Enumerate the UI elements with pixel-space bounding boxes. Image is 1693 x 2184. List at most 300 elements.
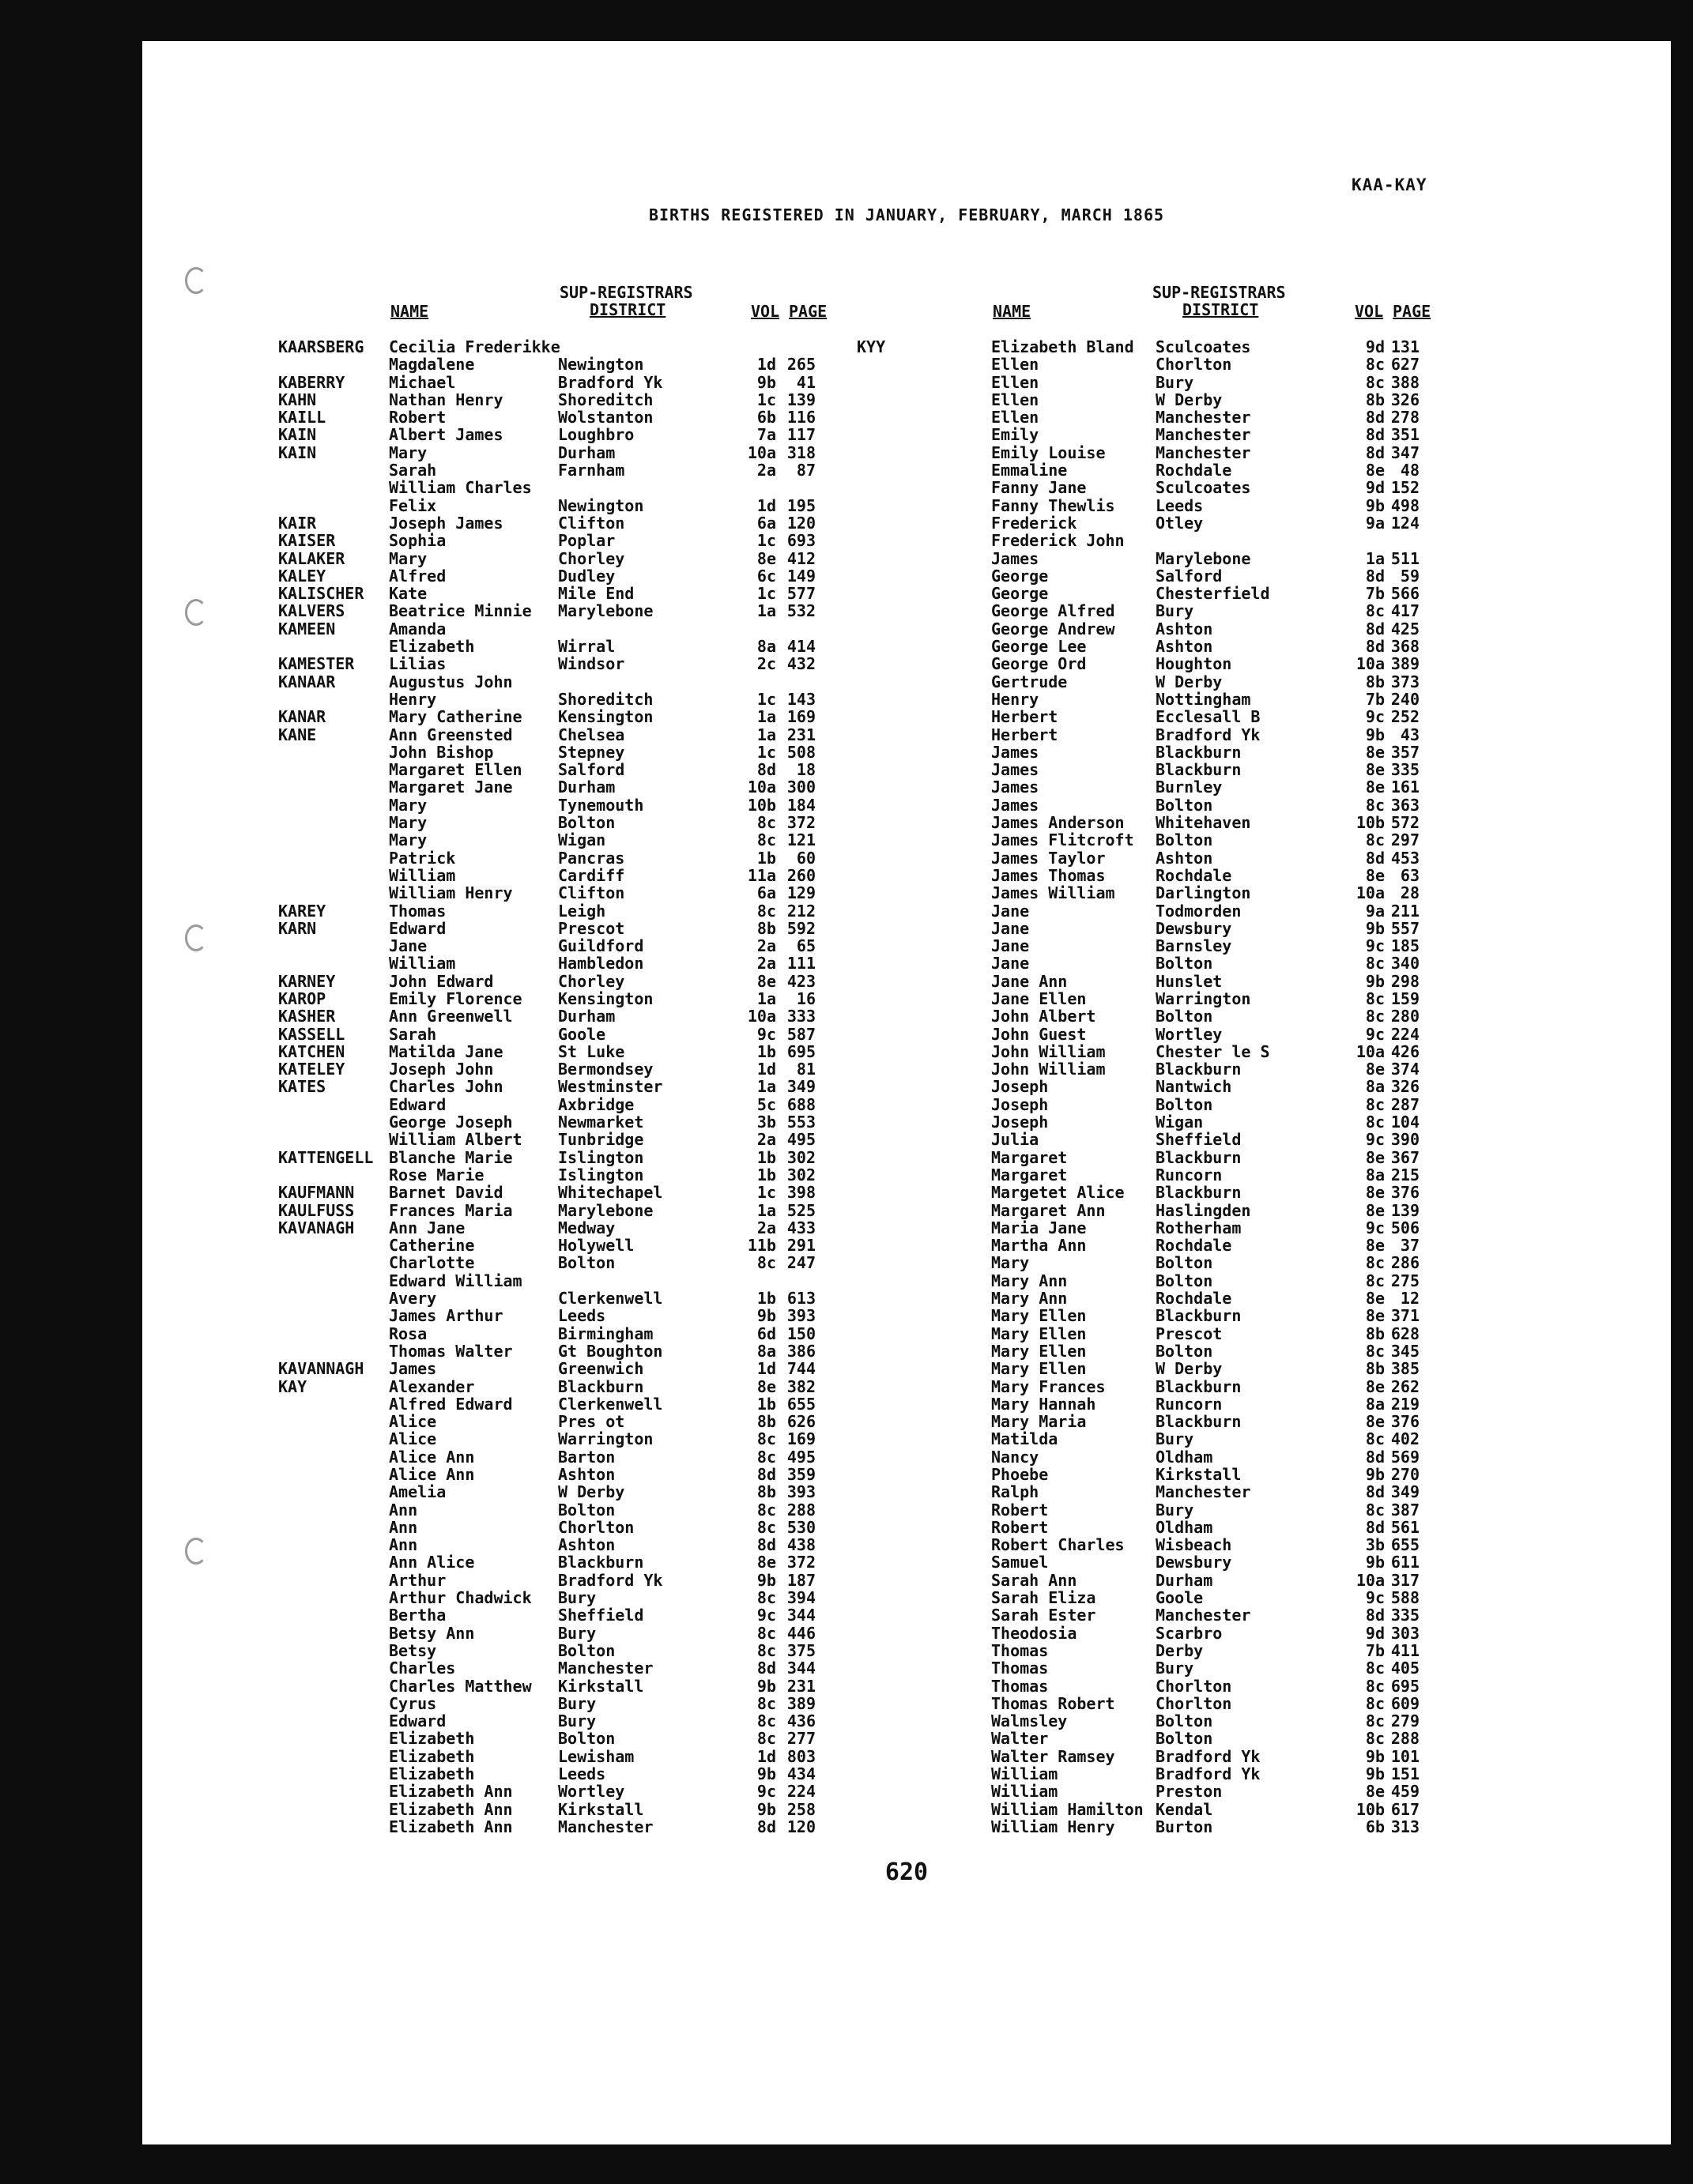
page-ref: 367 xyxy=(1390,1147,1420,1167)
volume: 8e xyxy=(1365,1289,1385,1309)
forename: Walter xyxy=(991,1729,1049,1749)
district: Dewsbury xyxy=(1156,1553,1232,1572)
volume: 8d xyxy=(1365,1447,1385,1467)
page-ref: 436 xyxy=(786,1711,816,1731)
forename: Mary xyxy=(389,813,428,833)
volume: 8c xyxy=(1365,1729,1385,1749)
district: Whitehaven xyxy=(1156,813,1251,833)
surname: KAARSBERG xyxy=(278,337,364,356)
district: Preston xyxy=(1156,1782,1223,1802)
volume: 6c xyxy=(756,566,776,586)
volume: 8c xyxy=(1365,1711,1385,1731)
page-ref: 389 xyxy=(1390,654,1420,674)
district: Sculcoates xyxy=(1156,478,1251,498)
district: Dudley xyxy=(558,566,616,586)
forename: Jane xyxy=(991,918,1030,938)
forename: Mary xyxy=(991,1253,1030,1273)
forename: Mary Ellen xyxy=(991,1359,1087,1379)
forename: Joseph John xyxy=(389,1060,494,1079)
page-ref: 363 xyxy=(1390,795,1420,815)
district: Nantwich xyxy=(1156,1077,1232,1097)
volume: 8e xyxy=(756,971,776,991)
district: Stepney xyxy=(558,742,625,762)
forename: William xyxy=(389,865,456,885)
volume: 9c xyxy=(1365,707,1385,727)
volume: 8e xyxy=(1365,1200,1385,1220)
forename: Thomas Robert xyxy=(991,1693,1115,1713)
page-ref: 588 xyxy=(1390,1588,1420,1608)
forename: Ann Greenwell xyxy=(389,1007,513,1026)
volume: 8c xyxy=(756,1729,776,1749)
page-ref: 37 xyxy=(1400,1236,1420,1256)
district: Oldham xyxy=(1156,1517,1213,1537)
district: Medway xyxy=(558,1218,616,1237)
volume: 8c xyxy=(756,1588,776,1608)
forename: Joseph xyxy=(991,1094,1049,1114)
district: Lewisham xyxy=(558,1746,635,1766)
forename: Joseph James xyxy=(389,513,503,533)
page-ref: 372 xyxy=(786,813,816,833)
volume: 8e xyxy=(1365,1183,1385,1203)
page-ref: 402 xyxy=(1390,1429,1420,1449)
district: Blackburn xyxy=(1156,1376,1242,1396)
volume: 8c xyxy=(1365,1676,1385,1696)
forename: Mary Ann xyxy=(991,1271,1068,1290)
forename: George Joseph xyxy=(389,1113,513,1132)
volume: 8a xyxy=(756,1341,776,1361)
district: Blackburn xyxy=(1156,1060,1242,1079)
surname: KAILL xyxy=(278,408,326,427)
header-name: NAME xyxy=(993,302,1031,321)
district: Manchester xyxy=(1156,1482,1251,1502)
district: Bolton xyxy=(1156,1007,1213,1026)
volume: 1c xyxy=(756,584,776,604)
page-ref: 390 xyxy=(1390,1130,1420,1150)
district: Bury xyxy=(558,1693,597,1713)
forename: William Charles xyxy=(389,478,532,498)
page-ref: 187 xyxy=(786,1570,816,1590)
page-ref: 41 xyxy=(796,372,816,392)
page-ref: 116 xyxy=(786,408,816,427)
header-sup-registrars: SUP-REGISTRARS xyxy=(1152,283,1286,302)
district: Chorlton xyxy=(1156,1693,1232,1713)
forename: Felix xyxy=(389,495,437,515)
scan-border-right xyxy=(1671,0,1693,2184)
district: Newington xyxy=(558,355,644,375)
district: Loughbro xyxy=(558,425,635,445)
header-vol: VOL xyxy=(751,302,780,321)
page-ref: 247 xyxy=(786,1253,816,1273)
volume: 1b xyxy=(756,848,776,868)
district: Chorley xyxy=(558,971,625,991)
surname: KAMEEN xyxy=(278,619,336,638)
forename: Beatrice Minnie xyxy=(389,601,532,621)
forename: Herbert xyxy=(991,707,1058,727)
volume: 6a xyxy=(756,883,776,903)
district: Bolton xyxy=(1156,1271,1213,1290)
page-ref: 212 xyxy=(786,901,816,921)
forename: Edward xyxy=(389,1711,447,1731)
volume: 1c xyxy=(756,689,776,709)
volume: 8c xyxy=(1365,1659,1385,1678)
surname: KATCHEN xyxy=(278,1041,345,1061)
volume: 8d xyxy=(1365,408,1385,427)
forename: Emmaline xyxy=(991,461,1068,480)
district: Houghton xyxy=(1156,654,1232,674)
page-ref: 302 xyxy=(786,1165,816,1184)
forename: Emily Florence xyxy=(389,988,522,1008)
district: Blackburn xyxy=(1156,1147,1242,1167)
page-ref: 335 xyxy=(1390,760,1420,780)
page-ref: 151 xyxy=(1390,1764,1420,1784)
page-ref: 169 xyxy=(786,707,816,727)
header-name: NAME xyxy=(390,302,429,321)
district: Nottingham xyxy=(1156,689,1251,709)
forename: Sarah xyxy=(389,461,437,480)
volume: 8e xyxy=(756,1553,776,1572)
forename: Arthur xyxy=(389,1570,447,1590)
forename: William Henry xyxy=(389,883,513,903)
volume: 8d xyxy=(1365,637,1385,657)
surname: KATELEY xyxy=(278,1060,345,1079)
volume: 8c xyxy=(1365,795,1385,815)
district: Westminster xyxy=(558,1077,663,1097)
header-sup-registrars: SUP-REGISTRARS xyxy=(560,283,693,302)
forename: Rose Marie xyxy=(389,1165,485,1184)
volume: 9b xyxy=(756,1570,776,1590)
forename: Cyrus xyxy=(389,1693,437,1713)
district: Kensington xyxy=(558,988,654,1008)
district: Wisbeach xyxy=(1156,1535,1232,1555)
page-ref: 744 xyxy=(786,1359,816,1379)
district: Hambledon xyxy=(558,954,644,973)
page-ref: 275 xyxy=(1390,1271,1420,1290)
district: Tunbridge xyxy=(558,1130,644,1150)
page-ref: 375 xyxy=(786,1640,816,1660)
forename: William xyxy=(991,1782,1058,1802)
forename: Alexander xyxy=(389,1376,475,1396)
district: Leigh xyxy=(558,901,606,921)
volume: 9c xyxy=(756,1606,776,1625)
volume: 9c xyxy=(1365,1218,1385,1237)
punch-hole-mark xyxy=(185,599,207,626)
page-ref: 569 xyxy=(1390,1447,1420,1467)
page-ref: 389 xyxy=(786,1693,816,1713)
forename: Mary Ann xyxy=(991,1289,1068,1309)
page-ref: 351 xyxy=(1390,425,1420,445)
volume: 2a xyxy=(756,1218,776,1237)
volume: 8c xyxy=(756,1623,776,1643)
forename: George Alfred xyxy=(991,601,1115,621)
header-district: DISTRICT xyxy=(1182,300,1259,319)
volume: 1a xyxy=(756,707,776,727)
surname: KARN xyxy=(278,918,317,938)
forename: Ann xyxy=(389,1535,418,1555)
forename: Ann Jane xyxy=(389,1218,466,1237)
forename: Ellen xyxy=(991,355,1039,375)
district: Blackburn xyxy=(1156,742,1242,762)
forename: John William xyxy=(991,1060,1106,1079)
volume: 5c xyxy=(756,1094,776,1114)
surname: KAIN xyxy=(278,442,317,462)
volume: 8b xyxy=(756,918,776,938)
district: Warrington xyxy=(558,1429,654,1449)
district: Shoreditch xyxy=(558,390,654,409)
volume: 11a xyxy=(747,865,776,885)
page-ref: 258 xyxy=(786,1799,816,1819)
district: Islington xyxy=(558,1165,644,1184)
district: W Derby xyxy=(558,1482,625,1502)
forename: Charles xyxy=(389,1659,456,1678)
district: Mile End xyxy=(558,584,635,604)
volume: 8d xyxy=(1365,1482,1385,1502)
surname: KAMESTER xyxy=(278,654,355,674)
district: Prescot xyxy=(558,918,625,938)
surname-range: KAA-KAY xyxy=(1352,175,1427,194)
district: Rotherham xyxy=(1156,1218,1242,1237)
volume: 8c xyxy=(756,1429,776,1449)
page-ref: 371 xyxy=(1390,1306,1420,1326)
volume: 10a xyxy=(747,1007,776,1026)
forename: Emily xyxy=(991,425,1039,445)
page-ref: 18 xyxy=(796,760,816,780)
district: Bolton xyxy=(558,1640,616,1660)
volume: 8e xyxy=(1365,1236,1385,1256)
forename: Sarah Eliza xyxy=(991,1588,1096,1608)
forename: Elizabeth xyxy=(389,1746,475,1766)
page-ref: 803 xyxy=(786,1746,816,1766)
page-ref: 161 xyxy=(1390,778,1420,797)
page-ref: 150 xyxy=(786,1324,816,1343)
forename: James xyxy=(389,1359,437,1379)
page-ref: 231 xyxy=(786,1676,816,1696)
district: Leeds xyxy=(558,1306,606,1326)
district: Rochdale xyxy=(1156,461,1232,480)
page-ref: 561 xyxy=(1390,1517,1420,1537)
page-ref: 129 xyxy=(786,883,816,903)
volume: 9b xyxy=(756,1764,776,1784)
forename: Ann xyxy=(389,1500,418,1519)
volume: 2a xyxy=(756,461,776,480)
volume: 8c xyxy=(756,1500,776,1519)
forename: Maria Jane xyxy=(991,1218,1087,1237)
volume: 9b xyxy=(756,1799,776,1819)
page-ref: 262 xyxy=(1390,1376,1420,1396)
page-ref: 104 xyxy=(1390,1113,1420,1132)
index-page xyxy=(142,41,1671,2144)
page-ref: 525 xyxy=(786,1200,816,1220)
volume: 1b xyxy=(756,1165,776,1184)
district: Guildford xyxy=(558,936,644,956)
volume: 8d xyxy=(1365,1606,1385,1625)
page-ref: 48 xyxy=(1400,461,1420,480)
forename: Alice xyxy=(389,1412,437,1432)
district: Clifton xyxy=(558,883,625,903)
volume: 8b xyxy=(1365,390,1385,409)
district: Prescot xyxy=(1156,1324,1223,1343)
forename: Amelia xyxy=(389,1482,447,1502)
district: Manchester xyxy=(1156,425,1251,445)
district: W Derby xyxy=(1156,672,1223,691)
district: Bolton xyxy=(1156,1253,1213,1273)
forename: Samuel xyxy=(991,1553,1049,1572)
page-ref: 530 xyxy=(786,1517,816,1537)
volume: 10a xyxy=(1356,654,1385,674)
district: Rochdale xyxy=(1156,1236,1232,1256)
page-ref: 224 xyxy=(786,1782,816,1802)
volume: 1b xyxy=(756,1289,776,1309)
page-ref: 446 xyxy=(786,1623,816,1643)
forename: Elizabeth Ann xyxy=(389,1799,513,1819)
forename: Sarah Ann xyxy=(991,1570,1077,1590)
page-ref: 438 xyxy=(786,1535,816,1555)
volume: 1b xyxy=(756,1041,776,1061)
page-ref: 532 xyxy=(786,601,816,621)
volume: 9c xyxy=(1365,1130,1385,1150)
district: Kirkstall xyxy=(1156,1465,1242,1484)
forename: Ellen xyxy=(991,390,1039,409)
forename: Lilias xyxy=(389,654,447,674)
district: Pres ot xyxy=(558,1412,625,1432)
district: Manchester xyxy=(1156,1606,1251,1625)
forename: Betsy Ann xyxy=(389,1623,475,1643)
forename: Mary Frances xyxy=(991,1376,1106,1396)
district: Kirkstall xyxy=(558,1799,644,1819)
forename: Edward xyxy=(389,1094,447,1114)
forename: James xyxy=(991,795,1039,815)
surname: KATES xyxy=(278,1077,326,1097)
forename: Alice Ann xyxy=(389,1447,475,1467)
volume: 9a xyxy=(1365,901,1385,921)
district: Chester le S xyxy=(1156,1041,1270,1061)
district: Bolton xyxy=(1156,954,1213,973)
district: Chelsea xyxy=(558,725,625,744)
page-ref: 60 xyxy=(796,848,816,868)
page-ref: 393 xyxy=(786,1306,816,1326)
page-ref: 495 xyxy=(786,1447,816,1467)
volume: 9c xyxy=(756,1782,776,1802)
volume: 8d xyxy=(756,1535,776,1555)
page-ref: 318 xyxy=(786,442,816,462)
page-ref: 87 xyxy=(796,461,816,480)
page-ref: 411 xyxy=(1390,1640,1420,1660)
district: Bradford Yk xyxy=(558,372,663,392)
forename: Margaret Jane xyxy=(389,778,513,797)
volume: 2a xyxy=(756,1130,776,1150)
district: Wortley xyxy=(558,1782,625,1802)
page-ref: 111 xyxy=(786,954,816,973)
page-ref: 425 xyxy=(1390,619,1420,638)
volume: 8e xyxy=(1365,461,1385,480)
surname: KALAKER xyxy=(278,548,345,568)
district: Pancras xyxy=(558,848,625,868)
forename: Emily Louise xyxy=(991,442,1106,462)
district: Kendal xyxy=(1156,1799,1213,1819)
volume: 8c xyxy=(756,813,776,833)
district: Bradford Yk xyxy=(1156,1746,1261,1766)
volume: 8c xyxy=(1365,601,1385,621)
district: Cardiff xyxy=(558,865,625,885)
district: Windsor xyxy=(558,654,625,674)
volume: 1b xyxy=(756,1394,776,1414)
page-ref: 388 xyxy=(1390,372,1420,392)
forename: Gertrude xyxy=(991,672,1068,691)
district: Marylebone xyxy=(1156,548,1251,568)
page-ref: 152 xyxy=(1390,478,1420,498)
forename: Mary xyxy=(389,548,428,568)
page-ref: 387 xyxy=(1390,1500,1420,1519)
forename: Frederick xyxy=(991,513,1077,533)
district: Durham xyxy=(558,778,616,797)
page-ref: 345 xyxy=(1390,1341,1420,1361)
volume: 10b xyxy=(1356,1799,1385,1819)
forename: Herbert xyxy=(991,725,1058,744)
district: Blackburn xyxy=(1156,760,1242,780)
forename: Robert Charles xyxy=(991,1535,1125,1555)
forename: Sophia xyxy=(389,531,447,551)
volume: 10a xyxy=(1356,883,1385,903)
surname: KAISER xyxy=(278,531,336,551)
surname: KANAAR xyxy=(278,672,336,691)
district: W Derby xyxy=(1156,390,1223,409)
district: Shoreditch xyxy=(558,689,654,709)
page-ref: 572 xyxy=(1390,813,1420,833)
page-ref: 693 xyxy=(786,531,816,551)
page-ref: 298 xyxy=(1390,971,1420,991)
forename: Jane xyxy=(991,901,1030,921)
district: Ashton xyxy=(558,1535,616,1555)
forename: Betsy xyxy=(389,1640,437,1660)
volume: 1a xyxy=(756,1200,776,1220)
forename: George xyxy=(991,566,1049,586)
volume: 1d xyxy=(756,495,776,515)
forename: Matilda xyxy=(991,1429,1058,1449)
district: Bury xyxy=(558,1623,597,1643)
volume: 1a xyxy=(1365,548,1385,568)
volume: 9b xyxy=(1365,495,1385,515)
district: Newmarket xyxy=(558,1113,644,1132)
surname: KASSELL xyxy=(278,1024,345,1044)
forename: John Albert xyxy=(991,1007,1096,1026)
page-ref: 566 xyxy=(1390,584,1420,604)
forename: Catherine xyxy=(389,1236,475,1256)
page-ref: 376 xyxy=(1390,1412,1420,1432)
volume: 2c xyxy=(756,654,776,674)
page-ref: 376 xyxy=(1390,1183,1420,1203)
volume: 9b xyxy=(756,1306,776,1326)
volume: 10a xyxy=(1356,1041,1385,1061)
volume: 1c xyxy=(756,531,776,551)
surname: KAVANAGH xyxy=(278,1218,355,1237)
forename: Charlotte xyxy=(389,1253,475,1273)
forename: Alice Ann xyxy=(389,1465,475,1484)
volume: 9b xyxy=(1365,1553,1385,1572)
district: Clerkenwell xyxy=(558,1394,663,1414)
page-ref: 553 xyxy=(786,1113,816,1132)
volume: 8d xyxy=(1365,425,1385,445)
forename: Jane Ellen xyxy=(991,988,1087,1008)
forename: Fanny Jane xyxy=(991,478,1087,498)
surname: KAVANNAGH xyxy=(278,1359,364,1379)
volume: 9b xyxy=(1365,971,1385,991)
page-ref: 557 xyxy=(1390,918,1420,938)
district: Burnley xyxy=(1156,778,1223,797)
page-ref: 286 xyxy=(1390,1253,1420,1273)
volume: 9c xyxy=(1365,936,1385,956)
forename: William Albert xyxy=(389,1130,522,1150)
page-ref: 139 xyxy=(786,390,816,409)
volume: 8c xyxy=(756,1711,776,1731)
